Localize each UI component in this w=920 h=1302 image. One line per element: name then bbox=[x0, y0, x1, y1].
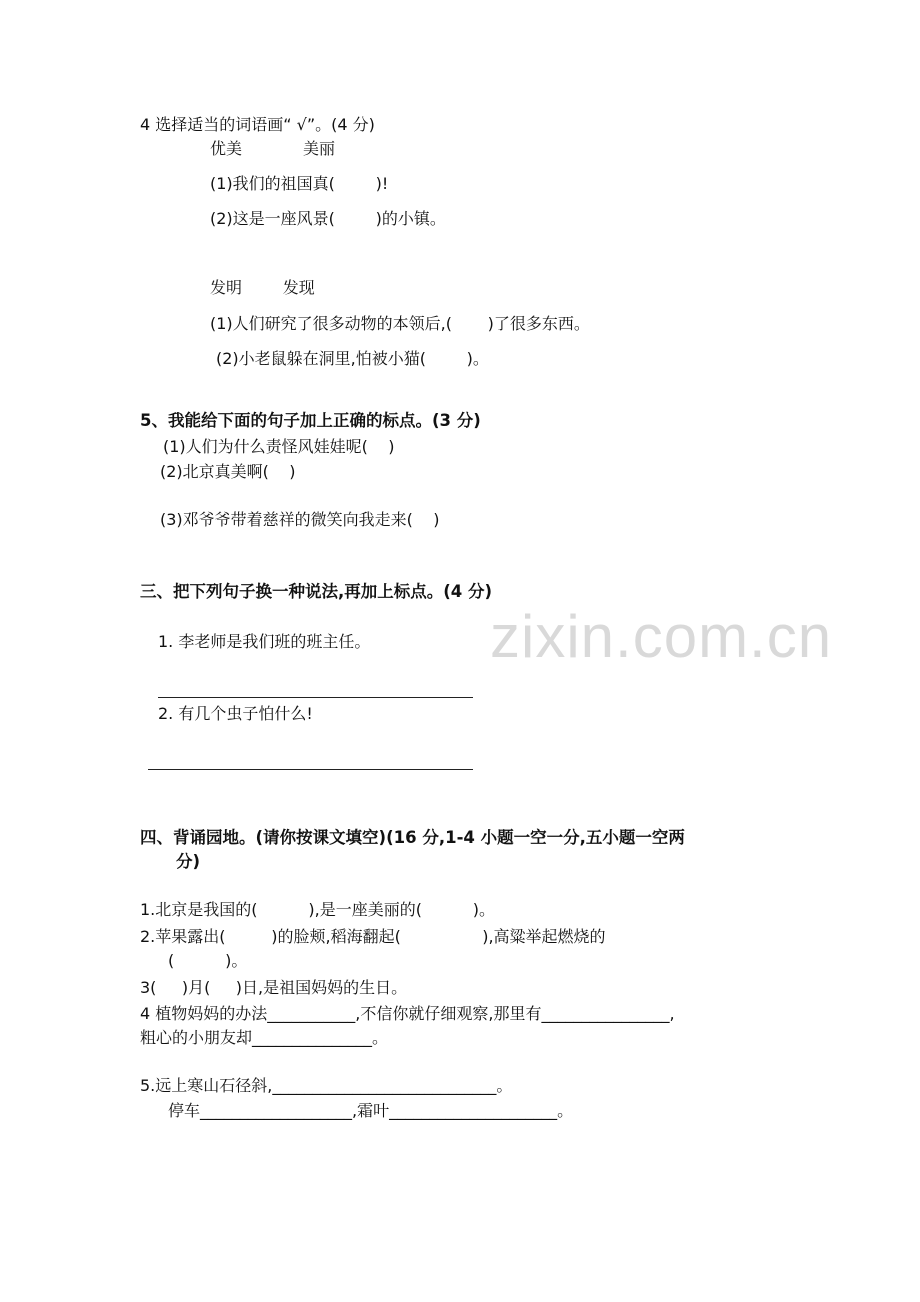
section4-item2-line1: 2.苹果露出( )的脸颊,稻海翻起( ),高粱举起燃烧的 bbox=[140, 927, 606, 946]
section3-item1: 1. 李老师是我们班的班主任。 bbox=[158, 632, 371, 651]
section4-item4-line1: 4 植物妈妈的办法___________,不信你就仔细观察,那里有________________, bbox=[140, 1004, 675, 1023]
q4-group1-item2: (2)这是一座风景( )的小镇。 bbox=[210, 209, 446, 228]
watermark: zixin.com.cn bbox=[490, 603, 833, 670]
answer-line-2 bbox=[148, 769, 473, 770]
q4-word-choices-2: 发明 发现 bbox=[210, 278, 315, 297]
q5-item2: (2)北京真美啊( ) bbox=[160, 462, 296, 481]
section3-title: 三、把下列句子换一种说法,再加上标点。(4 分) bbox=[140, 582, 493, 601]
answer-line-1 bbox=[158, 697, 473, 698]
section4-item4-line2: 粗心的小朋友却_______________。 bbox=[140, 1028, 389, 1047]
q4-word-choices-1: 优美 美丽 bbox=[210, 139, 336, 158]
section4-item1: 1.北京是我国的( ),是一座美丽的( )。 bbox=[140, 900, 496, 919]
section4-item5-line2: 停车___________________,霜叶_____________________。 bbox=[168, 1101, 574, 1120]
section4-title-line1: 四、背诵园地。(请你按课文填空)(16 分,1-4 小题一空一分,五小题一空两 bbox=[140, 828, 685, 847]
q4-group1-item1: (1)我们的祖国真( )! bbox=[210, 174, 389, 193]
q5-item3: (3)邓爷爷带着慈祥的微笑向我走来( ) bbox=[160, 510, 440, 529]
q5-title: 5、我能给下面的句子加上正确的标点。(3 分) bbox=[140, 411, 481, 430]
q5-item1: (1)人们为什么责怪风娃娃呢( ) bbox=[163, 437, 395, 456]
q4-title: 4 选择适当的词语画“ √”。(4 分) bbox=[140, 115, 375, 134]
q4-group2-item1: (1)人们研究了很多动物的本领后,( )了很多东西。 bbox=[210, 314, 590, 333]
section4-item5-line1: 5.远上寒山石径斜,____________________________。 bbox=[140, 1076, 513, 1095]
section4-item3: 3( )月( )日,是祖国妈妈的生日。 bbox=[140, 978, 408, 997]
section4-title-line2: 分) bbox=[176, 852, 201, 871]
section3-item2: 2. 有几个虫子怕什么! bbox=[158, 704, 313, 723]
section4-item2-line2: ( )。 bbox=[168, 951, 248, 970]
q4-group2-item2: (2)小老鼠躲在洞里,怕被小猫( )。 bbox=[216, 349, 489, 368]
